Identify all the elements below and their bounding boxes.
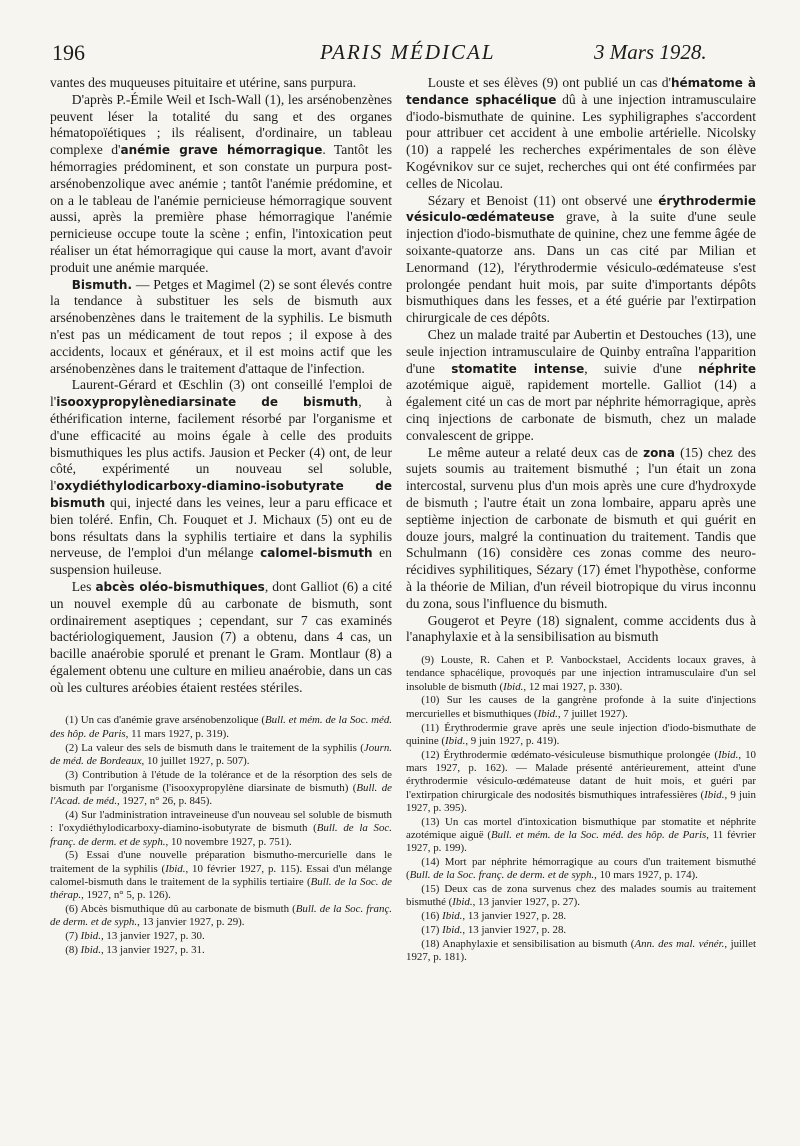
footnote: (11) Érythrodermie grave après une seule injection d'iodo-bismuthate de quinine (Ibid., 9 juin 1927, p. 419).: [406, 721, 756, 747]
paragraph: Gougerot et Peyre (18) signalent, comme accidents dus à l'anaphylaxie et à la sensibilisation au bismuth: [406, 612, 756, 645]
paragraph: Bismuth. — Petges et Magimel (2) se sont élevés contre la tendance à substituer les sels de bismuth aux arsénobenzènes dans le traitement de la syphilis. Le bismuth n'est pas un médicament de tout repos ; il expose à des accidents, locaux et généraux, et il est moins actif que les arsénobenzènes dans le traitement d'attaque de l'infection.: [50, 276, 392, 376]
footnote: (18) Anaphylaxie et sensibilisation au bismuth (Ann. des mal. vénér., juillet 1927, p. 181).: [406, 937, 756, 964]
footnote: (9) Louste, R. Cahen et P. Vanbockstael, Accidents locaux graves, à tendance sphacélique, provoqués par une injection intramusculaire d'un sel insoluble de bismuth (Ibid., 12 mai 1927, p. 330).: [406, 654, 756, 693]
paragraph: Sézary et Benoist (11) ont observé une érythrodermie vésiculo-œdémateuse grave, à la suite d'une seule injection d'iodo-bismuthate de quinine, chez une femme âgée de soixante-quatorze ans. Dans un cas cité par Milian et Lenormand (12), l'érythrodermie vésiculo-œdémateuse s'est prolongée pendant huit mois, par suite d'importants dépôts bismuthiques dans les fesses, et a été guérie par l'extirpation chirurgicale de ces dépôts.: [406, 192, 756, 326]
footnote: (2) La valeur des sels de bismuth dans le traitement de la syphilis (Journ. de méd. de Bordeaux, 10 juillet 1927, p. 507).: [50, 741, 392, 767]
footnote: (13) Un cas mortel d'intoxication bismuthique par stomatite et néphrite azotémique aiguë (Bull. et mém. de la Soc. méd. des hôp. de Paris, 11 février 1927, p. 199).: [406, 815, 756, 855]
footnote: (7) Ibid., 13 janvier 1927, p. 30.: [65, 930, 205, 943]
footnote: (8) Ibid., 13 janvier 1927, p. 31.: [65, 944, 205, 957]
footnote: (16) Ibid., 13 janvier 1927, p. 28.: [421, 910, 567, 923]
section-heading: Bismuth.: [71, 277, 133, 292]
paragraph: Chez un malade traité par Aubertin et Destouches (13), une seule injection intramusculaire de Quinby entraîna l'apparition d'une stomatite intense, suivie d'une néphrite azotémique aiguë, rapidement mortelle. Galliot (14) a également cité un cas de mort par néphrite hémorragique, après cinq injections de carbonate de bismuth, chez un malade convalescent de grippe.: [406, 326, 756, 443]
footnote: (3) Contribution à l'étude de la tolérance et de la résorption des sels de bismuth par l'organisme (l'isooxypropylène diarsinate de bismuth) (Bull. de l'Acad. de méd., 1927, n° 26, p. 845).: [50, 768, 392, 808]
paragraph: Laurent-Gérard et Œschlin (3) ont conseillé l'emploi de l'isooxypropylènediarsinate de bismuth, à éthérification interne, facilement résorbé par l'organisme et d'une efficacité au moins égale à celle des produits bismuthiques les plus actifs. Jausion et Pecker (4) ont, de leur côté, expérimenté un nouveau sel soluble, l'oxydiéthylodicarboxy-diamino-isobutyrate de bismuth qui, injecté dans les veines, leur a paru efficace et bien toléré. Enfin, Ch. Fouquet et J. Michaux (5) ont eu de bons résultats dans la syphilis tertiaire et dans la syphilis nerveuse, de l'emploi d'un mélange calomel-bismuth en suspension huileuse.: [50, 377, 392, 578]
footnote: (10) Sur les causes de la gangrène profonde à la suite d'injections mercurielles et bismuthiques (Ibid., 7 juillet 1927).: [406, 694, 756, 720]
page-number: 196: [52, 40, 85, 65]
footnote: (5) Essai d'une nouvelle préparation bismutho-mercurielle dans le traitement de la syphilis (Ibid., 10 février 1927, p. 115). Essai d'un mélange calomel-bismuth dans le traitement de la syphilis tertiaire (Bull. de la Soc. de thérap., 1927, n° 5, p. 126).: [50, 849, 392, 902]
issue-date: 3 Mars 1928.: [594, 40, 707, 64]
footnote: (4) Sur l'administration intraveineuse d'un nouveau sel soluble de bismuth : l'oxydiéthylodicarboxy-diamino-isobutyrate de bismuth (Bull. de la Soc. franç. de derm. et de syph., 10 novembre 1927, p. 751).: [50, 809, 392, 848]
footnote: (6) Abcès bismuthique dû au carbonate de bismuth (Bull. de la Soc. franç. de derm. et de syph., 13 janvier 1927, p. 29).: [50, 903, 392, 929]
left-column: [50, 75, 392, 958]
paragraph: vantes des muqueuses pituitaire et utérine, sans purpura.: [50, 75, 357, 90]
footnotes: [406, 654, 756, 964]
running-title: PARIS MÉDICAL: [320, 40, 496, 64]
footnote: (1) Un cas d'anémie grave arsénobenzolique (Bull. et mém. de la Soc. méd. des hôp. de Paris, 11 mars 1927, p. 319).: [50, 714, 392, 740]
paragraph: Louste et ses élèves (9) ont publié un cas d'hématome à tendance sphacélique dû à une injection intramusculaire d'iodo-bismuthate de quinine. Les syphiligraphes s'accordent pour attribuer cet accident à une embolie artérielle. Nicolsky (10) a rappelé les recherches expérimentales de son élève Kogévnikov sur ce sujet, recherches qui ont été confirmées par celles de Nicolau.: [406, 75, 756, 191]
paragraph: D'après P.-Émile Weil et Isch-Wall (1), les arsénobenzènes peuvent léser la totalité du sang et des organes hématopoïétiques ; ils réalisent, d'ordinaire, un tableau complexe d'anémie grave hémorragique. Tantôt les hémorragies prédominent, et son constate un purpura post-arsénobenzolique avec anémie ; tantôt l'anémie prédomine, et on a le tableau de l'anémie pernicieuse hémorragique souvent aussi, après la première phase hémorragique l'anémie pernicieuse occupe toute la scène ; enfin, l'intoxication peut réaliser un état hémorragique qui cause la mort, avant d'avoir produit une anémie marquée.: [50, 91, 392, 275]
footnotes: [50, 714, 392, 957]
footnote: (17) Ibid., 13 janvier 1927, p. 28.: [421, 924, 567, 937]
footnote: (14) Mort par néphrite hémorragique au cours d'un traitement bismuthé (Bull. de la Soc. franç. de derm. et de syph., 10 mars 1927, p. 174).: [406, 856, 756, 882]
footnote: (15) Deux cas de zona survenus chez des malades soumis au traitement bismuthé (Ibid., 13 janvier 1927, p. 27).: [406, 883, 756, 909]
paragraph: Le même auteur a relaté deux cas de zona (15) chez des sujets soumis au traitement bismuthé ; l'un était un zona intercostal, survenu plus d'un mois après une cure d'hydroxyde de bismuth ; l'autre était un zona lombaire, apparu après une septième injection de carbonate de bismuth et qui guérit en douze jours, malgré la continuation du traitement. Tandis que Schulmann (16) considère ces zonas comme des neuro-récidives syphilitiques, Sézary (17) émet l'hypothèse, conforme à la théorie de Milian, d'un réveil biotropique du virus inconnu du zona, sous l'influence du bismuth.: [406, 444, 756, 611]
right-column: [406, 75, 756, 965]
paragraph: Les abcès oléo-bismuthiques, dont Galliot (6) a cité un nouvel exemple dû au carbonate de bismuth, sont ordinairement aseptiques ; cependant, sur 7 cas examinés bactériologiquement, Jausion (7) a obtenu, dans 4 cas, un bacille anaérobie sporulé et prenant le Gram. Montlaur (8) a également obtenu une culture en milieu anaérobie, dans un cas où les cultures aréobies étaient restées stériles.: [50, 578, 392, 695]
footnote: (12) Érythrodermie œdémato-vésiculeuse bismuthique prolongée (Ibid., 10 mars 1927, p. 162). — Malade présenté antérieurement, atteint d'une érythrodermie vésiculo-œdémateuse datant de huit mois, et guéri par l'extirpation chirurgicale des nodosités bismuthiques intrafessières (Ibid., 9 juin 1927, p. 395).: [406, 748, 756, 814]
